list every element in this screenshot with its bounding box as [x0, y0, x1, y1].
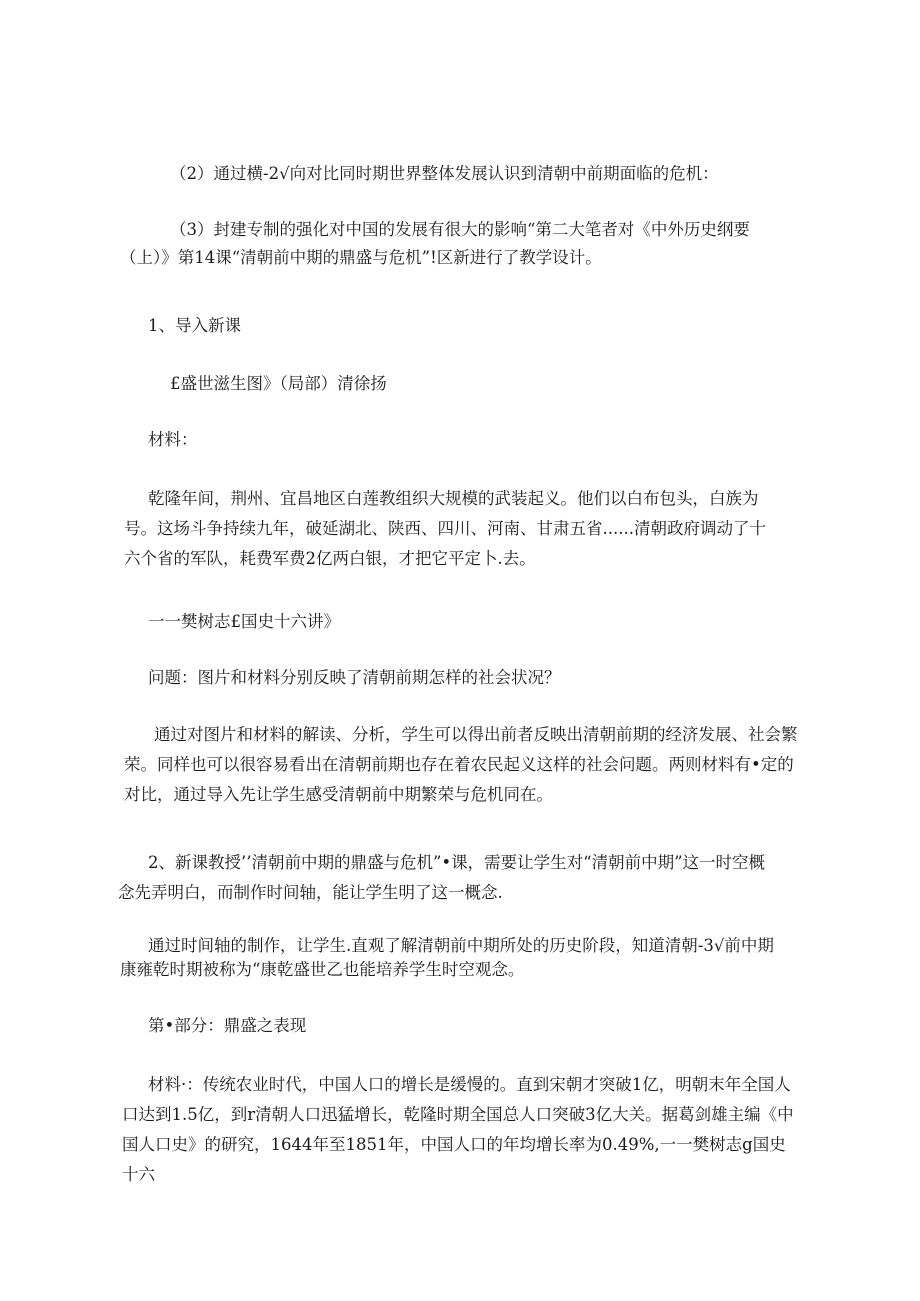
- text-line: 2、新课教授’’清朝前中期的鼎盛与危机”•课，需要让学生对“清朝前中期”这一时空概: [148, 853, 766, 872]
- text-line: 材料·：传统农业时代，中国人口的增长是缓慢的。直到宋朝才突破1亿，明朝末年全国人: [148, 1075, 791, 1094]
- text-line: 通过对图片和材料的解读、分析，学生可以得出前者反映出清朝前期的经济发展、社会繁: [154, 725, 798, 744]
- paragraph-analysis: [124, 720, 800, 810]
- text-line: （3）封建专制的强化对中国的发展有很大的影响“第二大笔者对《中外历史纲要: [170, 220, 750, 239]
- paragraph-new-lesson: [118, 848, 800, 908]
- text-line: 康雍乾时期被称为“康乾盛世乙也能培养学生时空观念。: [120, 960, 525, 979]
- text-line: 材料：: [148, 430, 198, 449]
- question: [148, 664, 800, 692]
- text-line: 六个省的军队，耗费军费2亿两白银，才把它平定卜.去。: [124, 549, 536, 568]
- text-line: 国人口史》的研究，1644年至1851年，中国人口的年均增长率为0.49%,一一樊树志g国史十六: [122, 1135, 786, 1184]
- text-line: （2）通过横-2√向对比同时期世界整体发展认识到清朝中前期面临的危机：: [170, 164, 719, 183]
- text-line: 对比，通过导入先让学生感受清朝前中期繁荣与危机同在。: [124, 785, 553, 804]
- paragraph-material-1: [124, 484, 800, 574]
- text-line: 乾隆年间，荆州、宜昌地区白莲教组织大规模的武装起义。他们以白布包头，白族为: [148, 489, 759, 508]
- paragraph-goal-3: [120, 216, 800, 272]
- text-line: 号。这场斗争持续九年，破延湖北、陕西、四川、河南、甘肃五省......清朝政府调动了十: [124, 519, 766, 538]
- text-line: 口达到1.5亿，到r清朝人口迅猛增长，乾隆时期全国总人口突破3亿大关。据葛剑雄主编《中: [122, 1105, 794, 1124]
- text-line: 荣。同样也可以很容易看出在清朝前期也存在着农民起义这样的社会问题。两则材料有•定的: [124, 755, 794, 774]
- text-line: （上）》第14课“清朝前中期的鼎盛与危机”!区新进行了教学设计。: [120, 248, 602, 267]
- paragraph-goal-2: [148, 160, 800, 188]
- text-line: 念先弄明白，而制作时间轴，能让学生明了这一概念.: [118, 883, 503, 902]
- paragraph-material-2: [122, 1070, 800, 1190]
- text-line: £盛世滋生图》（局部）清徐扬: [170, 374, 387, 393]
- text-line: 第•部分：鼎盛之表现: [148, 1016, 307, 1035]
- text-line: 问题：图片和材料分别反映了清朝前期怎样的社会状况？: [148, 668, 561, 687]
- text-line: 一一樊树志£国史十六讲》: [148, 612, 340, 631]
- text-line: 通过时间轴的制作，让学生.直观了解清朝前中期所处的历史阶段，知道清朝-3√前中期: [148, 936, 774, 955]
- paragraph-timeline: [120, 934, 800, 982]
- section-heading-intro: [148, 312, 800, 340]
- citation-1: [148, 608, 800, 636]
- picture-caption: [148, 370, 800, 398]
- material-label: [148, 426, 800, 454]
- section-heading-prosperity: [148, 1012, 800, 1040]
- text-line: 1、导入新课: [148, 316, 241, 335]
